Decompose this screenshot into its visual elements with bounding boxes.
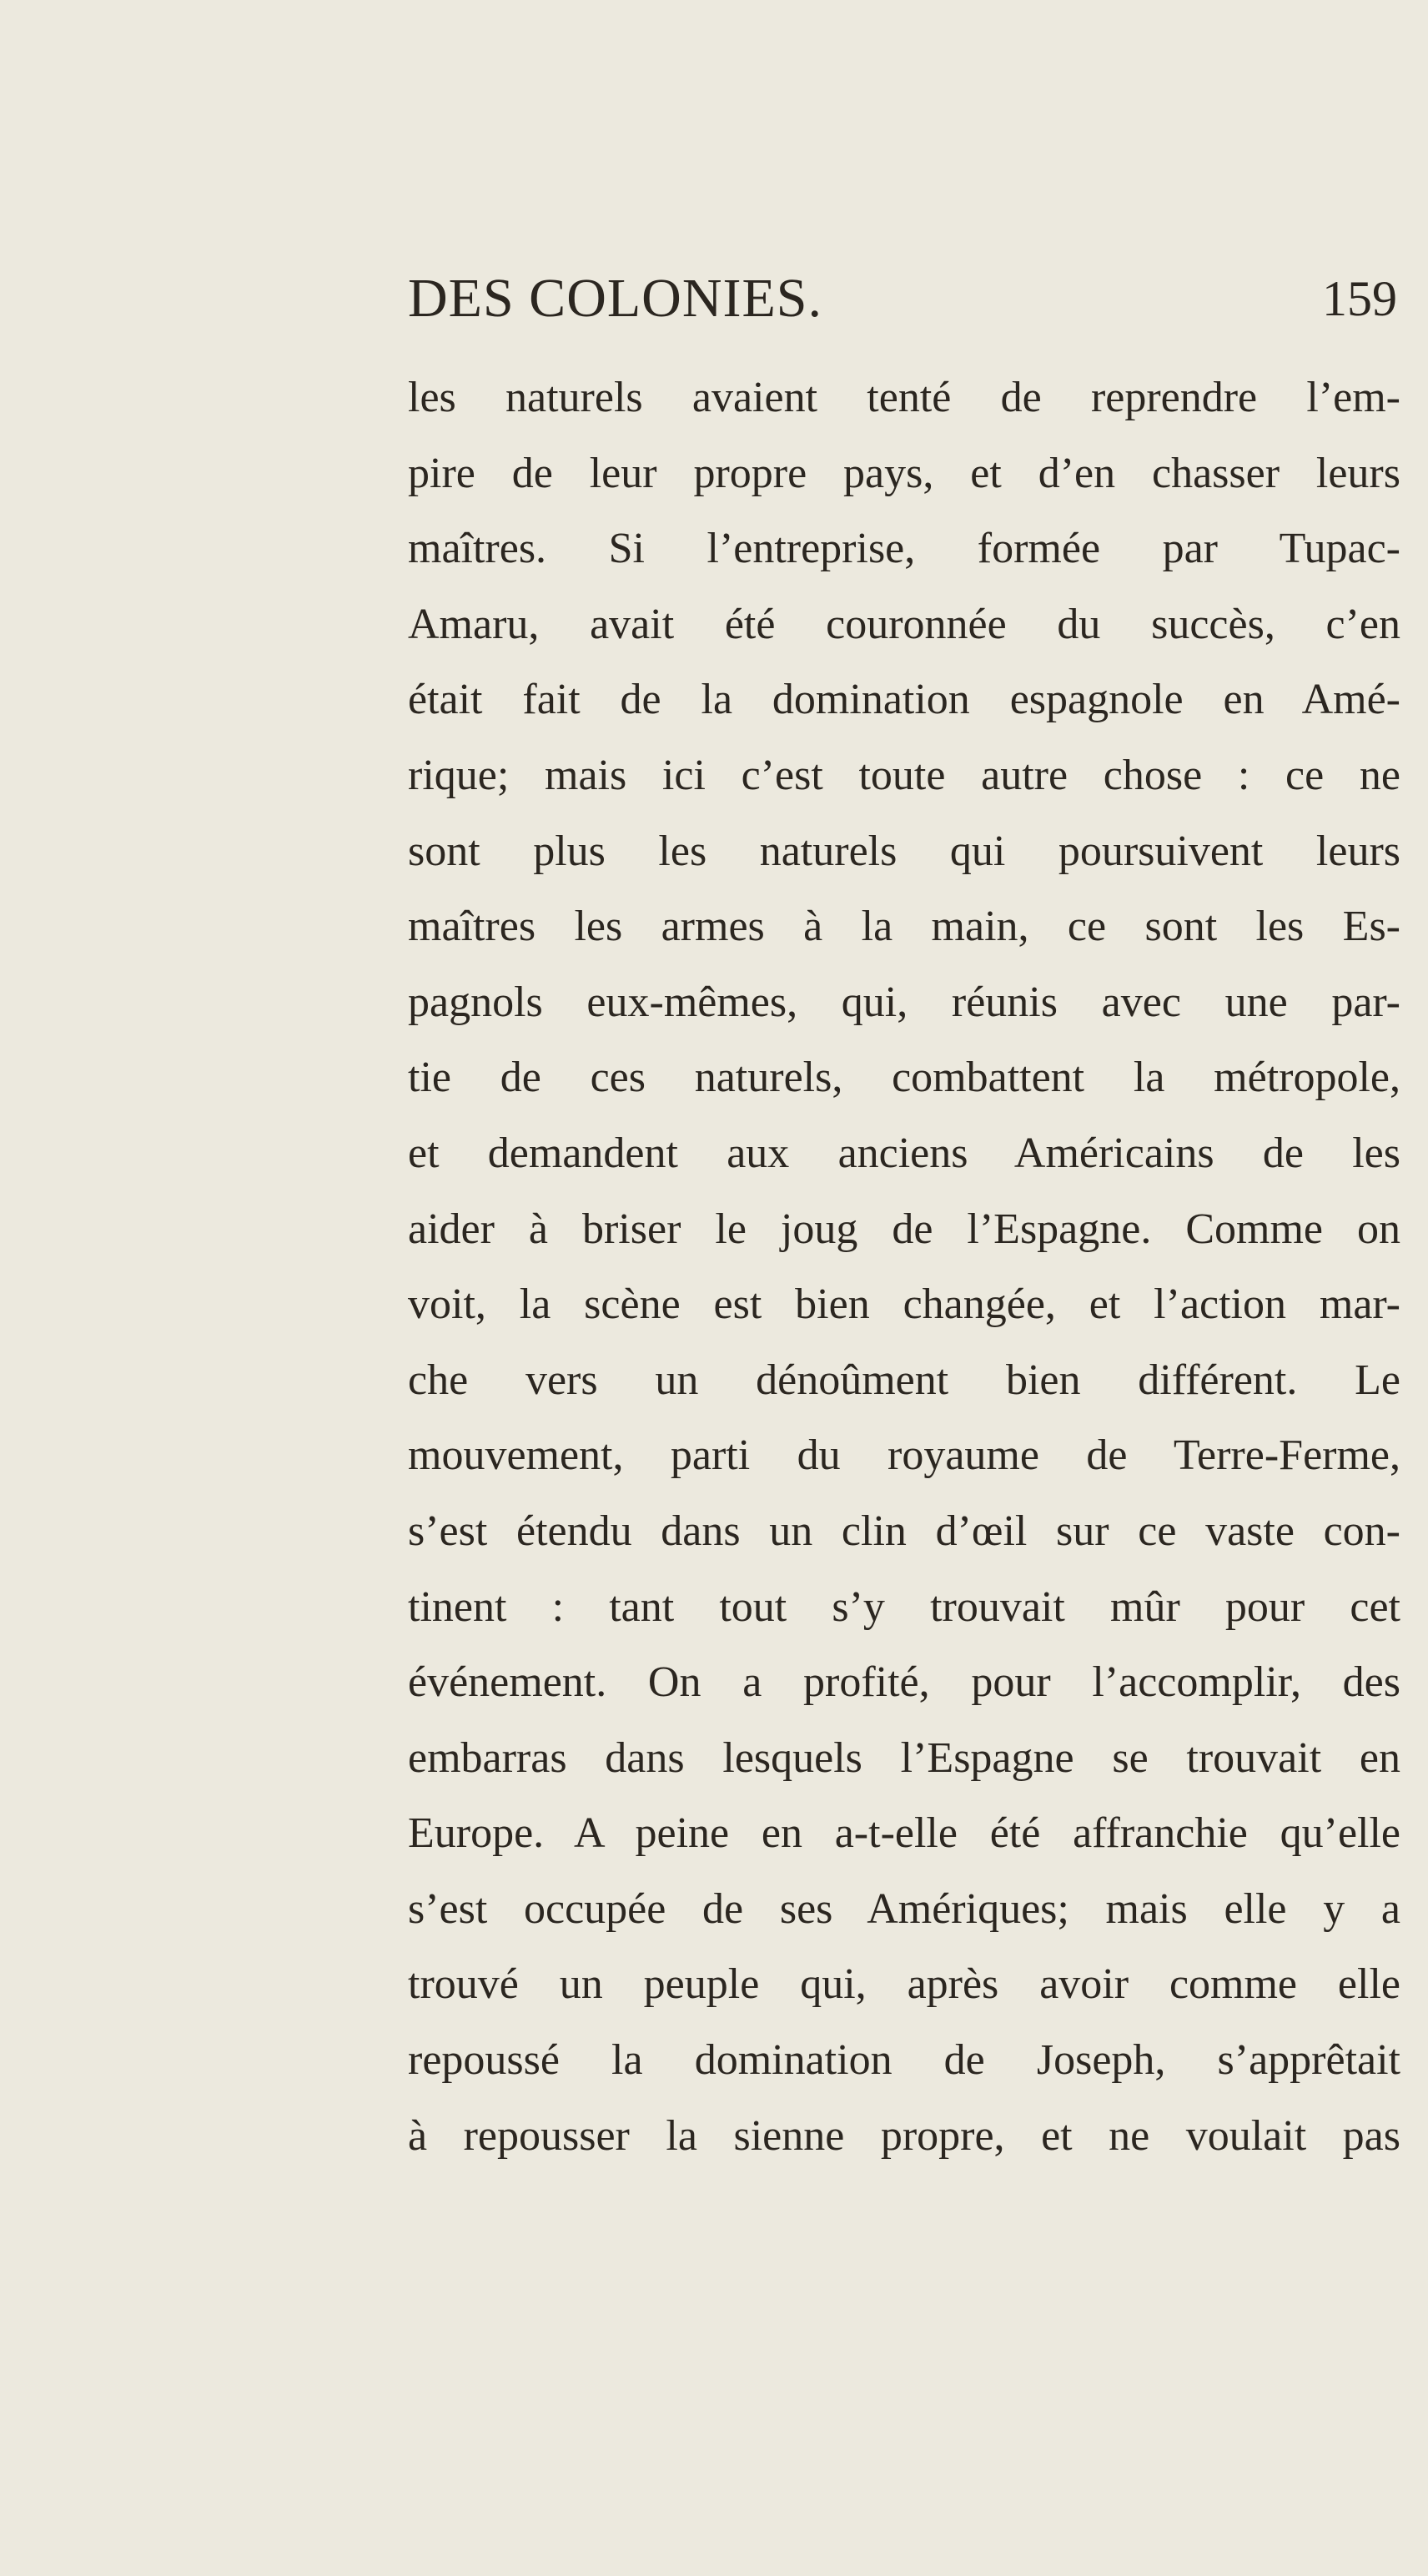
text-line: rique; mais ici c’est toute autre chose : ce ne [408, 751, 1400, 799]
text-line: che vers un dénoûment bien différent. Le [408, 1356, 1400, 1404]
text-line: repoussé la domination de Joseph, s’apprêtait [408, 2036, 1400, 2085]
running-title: DES COLONIES. [408, 268, 823, 329]
text-line: Amaru, avait été couronnée du succès, c’en [408, 600, 1400, 648]
text-line: à repousser la sienne propre, et ne voulait pas [408, 2111, 1400, 2160]
text-line: et demandent aux anciens Américains de les [408, 1129, 1400, 1177]
text-line: tie de ces naturels, combattent la métropole, [408, 1054, 1400, 1102]
text-line: pagnols eux-mêmes, qui, réunis avec une par- [408, 978, 1400, 1026]
text-line: s’est occupée de ses Amériques; mais elle y a [408, 1884, 1400, 1933]
text-line: Europe. A peine en a-t-elle été affranchie qu’elle [408, 1809, 1400, 1858]
text-line: événement. On a profité, pour l’accomplir, des [408, 1658, 1400, 1707]
page-number: 159 [1322, 271, 1397, 326]
text-line: maîtres les armes à la main, ce sont les Es- [408, 903, 1400, 951]
page-header [408, 265, 1400, 332]
text-line: sont plus les naturels qui poursuivent leurs [408, 827, 1400, 875]
text-line: aider à briser le joug de l’Espagne. Comme on [408, 1205, 1400, 1253]
text-line: pire de leur propre pays, et d’en chasser leurs [408, 449, 1400, 497]
text-line: tinent : tant tout s’y trouvait mûr pour cet [408, 1582, 1400, 1631]
text-line: voit, la scène est bien changée, et l’action mar- [408, 1280, 1400, 1329]
text-line: maîtres. Si l’entreprise, formée par Tupac- [408, 525, 1400, 573]
text-line: les naturels avaient tenté de reprendre l’em- [408, 374, 1400, 421]
text-line: s’est étendu dans un clin d’œil sur ce vaste con- [408, 1507, 1400, 1555]
text-line: trouvé un peuple qui, après avoir comme elle [408, 1960, 1400, 2009]
text-line: était fait de la domination espagnole en Amé- [408, 676, 1400, 724]
text-line: embarras dans lesquels l’Espagne se trouvait en [408, 1733, 1400, 1782]
body-text [408, 360, 1400, 2174]
text-line: mouvement, parti du royaume de Terre-Ferme, [408, 1431, 1400, 1480]
